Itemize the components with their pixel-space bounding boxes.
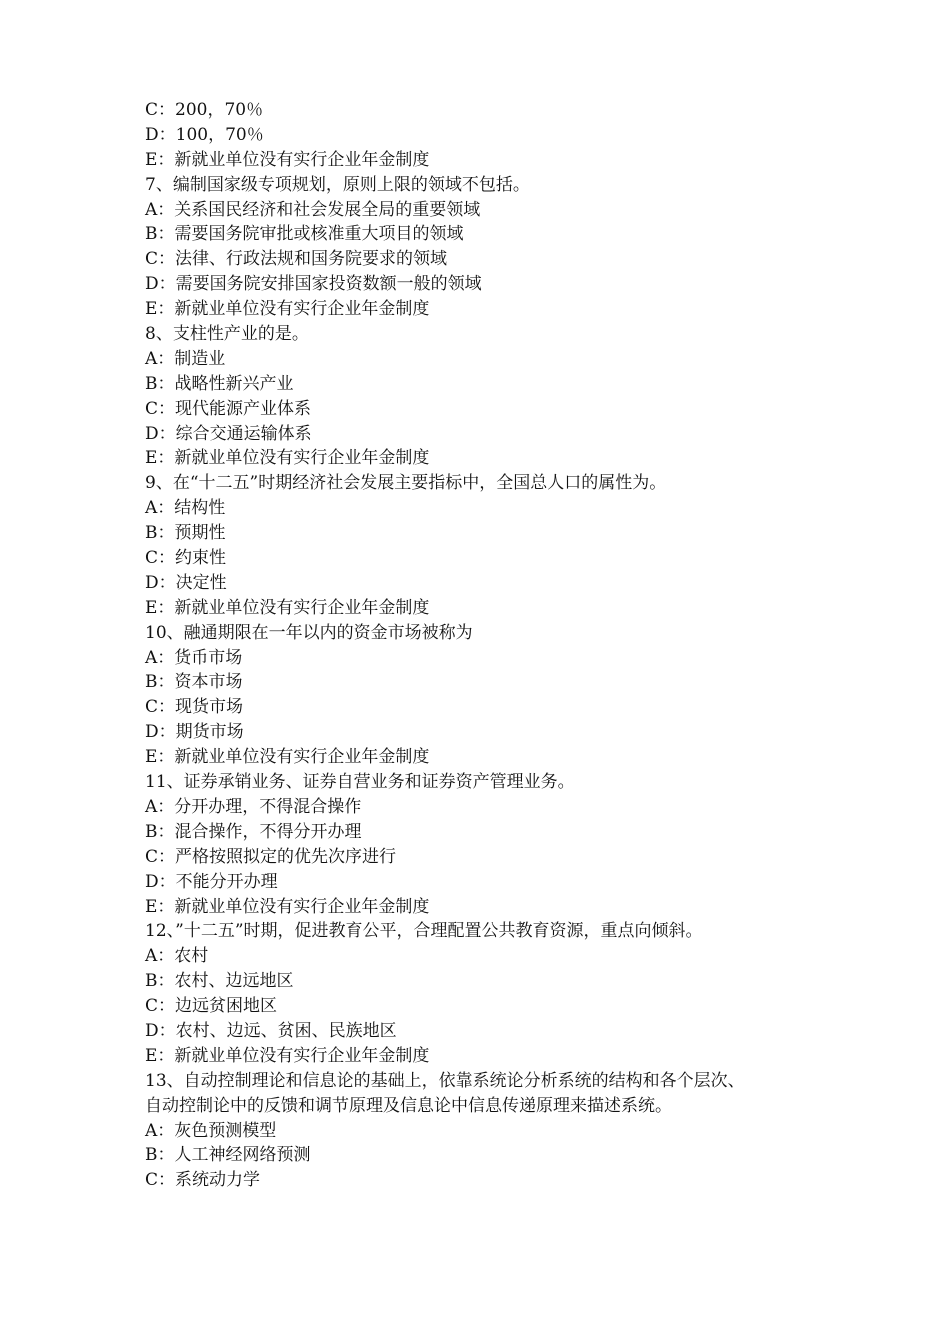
option-line: B：预期性 [145, 523, 226, 544]
question-line: 9、在“十二五”时期经济社会发展主要指标中，全国总人口的属性为。 [145, 473, 667, 494]
option-line: C：200，70％ [145, 100, 264, 120]
option-line: E：新就业单位没有实行企业年金制度 [145, 149, 430, 170]
option-line: A：货币市场 [145, 647, 243, 668]
option-line: C：现货市场 [145, 697, 244, 718]
option-line: D：不能分开办理 [145, 871, 278, 892]
option-line: E：新就业单位没有实行企业年金制度 [145, 299, 430, 320]
option-line: C：边远贫困地区 [145, 996, 278, 1017]
question-line: 10、融通期限在一年以内的资金市场被称为 [145, 622, 473, 643]
option-line: B：混合操作，不得分开办理 [145, 821, 362, 842]
option-line: D：决定性 [145, 572, 227, 593]
option-line: A：灰色预测模型 [145, 1120, 277, 1141]
question-line: 11、证券承销业务、证券自营业务和证券资产管理业务。 [145, 772, 575, 793]
option-line: A：结构性 [145, 498, 226, 519]
option-line: A：农村 [145, 946, 209, 967]
question-line: 8、支柱性产业的是。 [145, 324, 309, 345]
option-line: D：农村、边远、贫困、民族地区 [145, 1020, 397, 1041]
question-line: 12、”十二五”时期，促进教育公平，合理配置公共教育资源，重点向倾斜。 [145, 921, 703, 942]
option-line: E：新就业单位没有实行企业年金制度 [145, 448, 430, 469]
option-line: A：关系国民经济和社会发展全局的重要领域 [145, 199, 481, 220]
option-line: B：人工神经网络预测 [145, 1145, 311, 1166]
option-line: E：新就业单位没有实行企业年金制度 [145, 896, 430, 917]
document-body [145, 98, 845, 1193]
question-line: 13、自动控制理论和信息论的基础上，依靠系统论分析系统的结构和各个层次、 [145, 1070, 745, 1091]
option-line: B：需要国务院审批或核准重大项目的领域 [145, 224, 464, 245]
option-line: D：期货市场 [145, 722, 244, 743]
question-line-continued: 自动控制论中的反馈和调节原理及信息论中信息传递原理来描述系统。 [145, 1095, 672, 1116]
option-line: E：新就业单位没有实行企业年金制度 [145, 597, 430, 618]
option-line: B：战略性新兴产业 [145, 373, 294, 394]
option-line: D：100，70％ [145, 124, 264, 145]
option-line: D：需要国务院安排国家投资数额一般的领域 [145, 274, 482, 295]
option-line: E：新就业单位没有实行企业年金制度 [145, 1045, 430, 1066]
option-line: D：综合交通运输体系 [145, 423, 312, 444]
question-line: 7、编制国家级专项规划，原则上限的领域不包括。 [145, 174, 530, 195]
option-line: C：严格按照拟定的优先次序进行 [145, 846, 397, 867]
option-line: C：系统动力学 [145, 1170, 261, 1191]
option-line: A：制造业 [145, 348, 226, 369]
option-line: A：分开办理，不得混合操作 [145, 796, 362, 817]
option-line: B：资本市场 [145, 672, 243, 693]
option-line: E：新就业单位没有实行企业年金制度 [145, 747, 430, 768]
option-line: C：约束性 [145, 548, 227, 569]
option-line: B：农村、边远地区 [145, 971, 294, 992]
option-line: C：现代能源产业体系 [145, 398, 312, 419]
option-line: C：法律、行政法规和国务院要求的领域 [145, 249, 448, 270]
